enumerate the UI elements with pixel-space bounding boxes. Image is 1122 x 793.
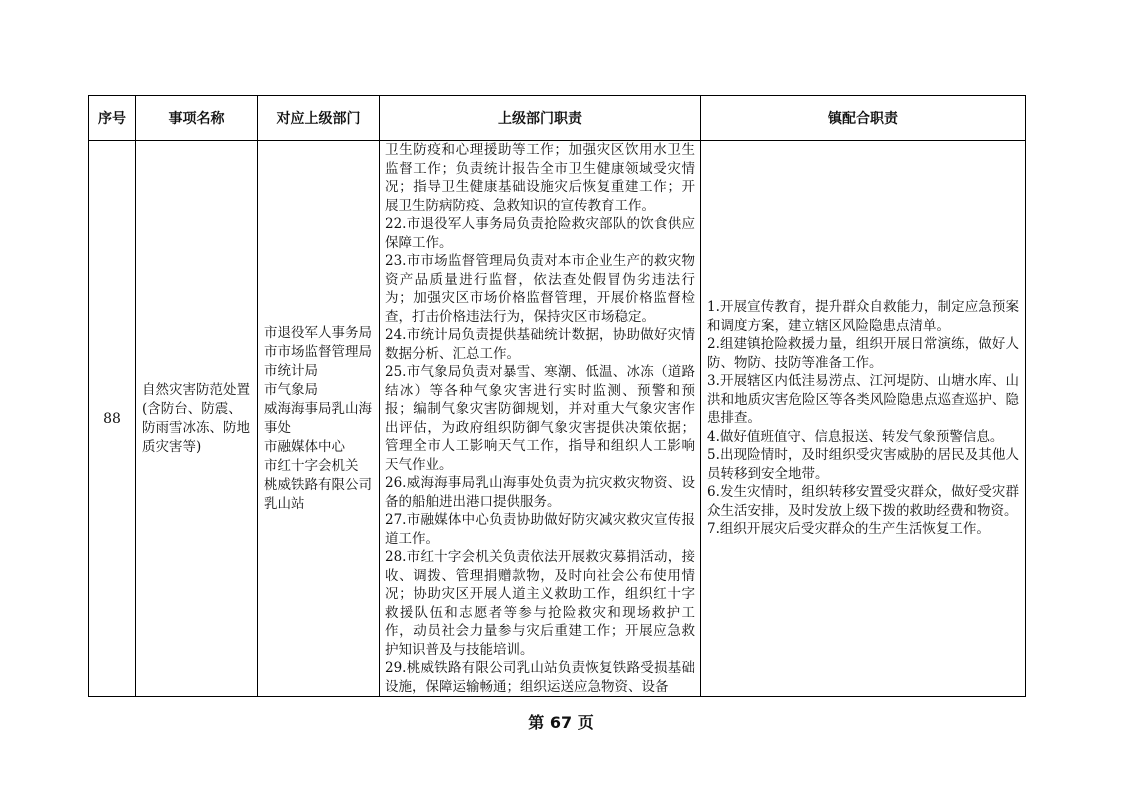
row-item-name: 自然灾害防范处置(含防台、防震、防雨雪冰冻、防地质灾害等) [136, 141, 258, 697]
duty-paragraph: 29.桃威铁路有限公司乳山站负责恢复铁路受损基础设施，保障运输畅通；组织运送应急物资、设备 [385, 660, 695, 695]
department-line: 市红十字会机关 [264, 457, 359, 474]
table-row [89, 141, 1026, 697]
department-line: 市市场监督管理局 [264, 343, 372, 360]
header-town-duty: 镇配合职责 [701, 96, 1026, 141]
duty-paragraph: 27.市融媒体中心负责协助做好防灾减灾救灾宣传报道工作。 [385, 512, 695, 547]
duty-paragraph: 26.威海海事局乳山海事处负责为抗灾救灾物资、设备的船舶进出港口提供服务。 [385, 475, 695, 510]
row-seq: 88 [89, 141, 136, 697]
coop-paragraph: 6.发生灾情时，组织转移安置受灾群众，做好受灾群众生活安排，及时发放上级下拨的救助经费和物资。 [707, 484, 1019, 519]
duty-paragraph: 23.市市场监督管理局负责对本市企业生产的救灾物资产品质量进行监督，依法查处假冒伪劣违法行为；加强灾区市场价格监督管理，开展价格监督检查，打击价格违法行为，保持灾区市场稳定。 [385, 253, 695, 325]
department-line: 市退役军人事务局 [264, 324, 372, 341]
department-line: 市统计局 [264, 362, 318, 379]
responsibility-table [88, 95, 1026, 697]
row-town-duties [701, 141, 1026, 697]
department-line: 桃威铁路有限公司乳山站 [264, 476, 372, 512]
duty-paragraph: 卫生防疫和心理援助等工作；加强灾区饮用水卫生监督工作；负责统计报告全市卫生健康领域受灾情况；指导卫生健康基础设施灾后恢复重建工作；开展卫生防病防疫、急救知识的宣传教育工作。 [385, 142, 695, 214]
page-number: 第 67 页 [528, 713, 594, 732]
duty-paragraph: 28.市红十字会机关负责依法开展救灾募捐活动，接收、调拨、管理捐赠款物，及时向社会公布使用情况；协助灾区开展人道主义救助工作，组织红十字救援队伍和志愿者等参与抢险救灾和现场救护工作，动员社会力量参与灾后重建工作；开展应急救护知识普及与技能培训。 [385, 549, 695, 658]
duty-paragraph: 24.市统计局负责提供基础统计数据，协助做好灾情数据分析、汇总工作。 [385, 327, 695, 362]
department-line: 市融媒体中心 [264, 438, 345, 455]
table-header-row [89, 96, 1026, 141]
duty-paragraph: 22.市退役军人事务局负责抢险救灾部队的饮食供应保障工作。 [385, 216, 695, 251]
header-department-duty: 上级部门职责 [380, 96, 701, 141]
coop-paragraph: 2.组建镇抢险救援力量，组织开展日常演练，做好人防、物防、技防等准备工作。 [707, 336, 1019, 371]
row-departments [258, 141, 380, 697]
header-department: 对应上级部门 [258, 96, 380, 141]
header-seq: 序号 [89, 96, 136, 141]
duty-paragraph: 25.市气象局负责对暴雪、寒潮、低温、冰冻（道路结冰）等各种气象灾害进行实时监测、预警和预报；编制气象灾害防御规划，并对重大气象灾害作出评估，为政府组织防御气象灾害提供决策依据；管理全市人工影响天气工作，指导和组织人工影响天气作业。 [385, 364, 695, 473]
header-item-name: 事项名称 [136, 96, 258, 141]
coop-paragraph: 5.出现险情时，及时组织受灾害威胁的居民及其他人员转移到安全地带。 [707, 447, 1019, 482]
department-line: 市气象局 [264, 381, 318, 398]
coop-paragraph: 4.做好值班值守、信息报送、转发气象预警信息。 [707, 428, 1004, 445]
row-department-duties [380, 141, 701, 697]
coop-paragraph: 3.开展辖区内低洼易涝点、江河堤防、山塘水库、山洪和地质灾害危险区等各类风险隐患点巡查巡护、隐患排查。 [707, 373, 1019, 427]
coop-paragraph: 1.开展宣传教育，提升群众自救能力，制定应急预案和调度方案，建立辖区风险隐患点清单。 [707, 299, 1019, 334]
coop-paragraph: 7.组织开展灾后受灾群众的生产生活恢复工作。 [707, 521, 990, 538]
department-line: 威海海事局乳山海事处 [264, 400, 372, 436]
